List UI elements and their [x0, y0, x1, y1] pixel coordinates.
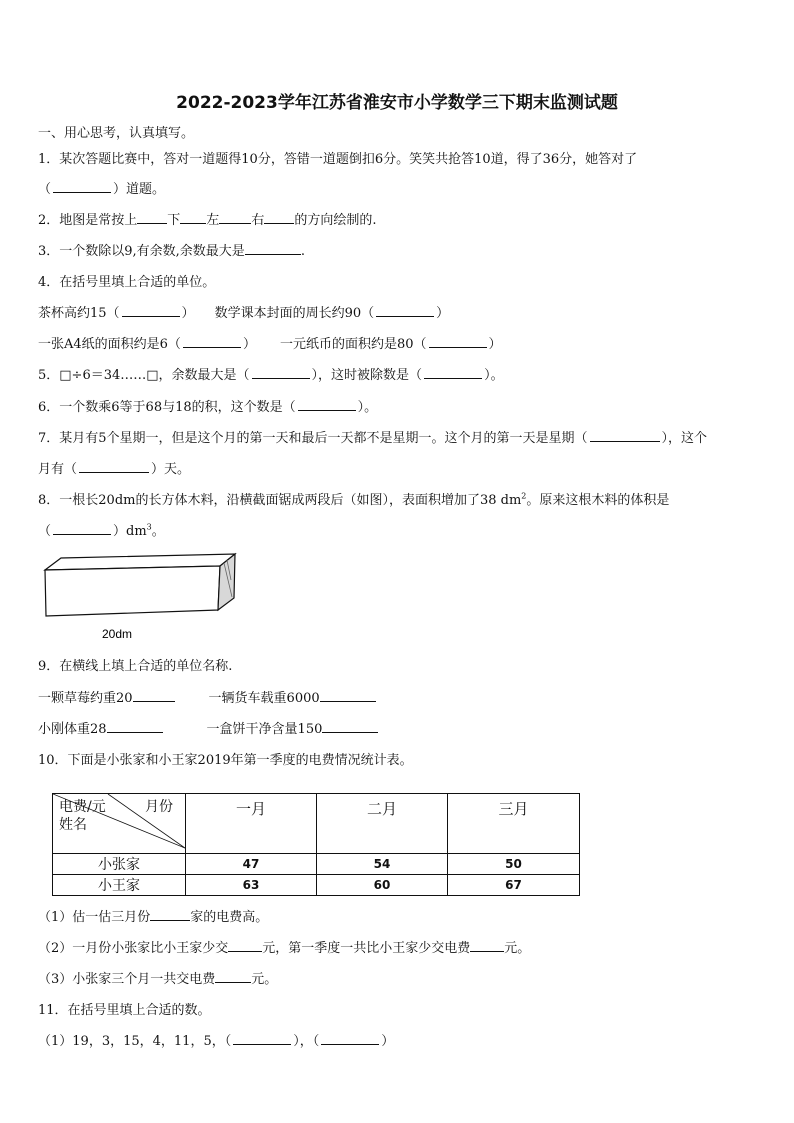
answer-blank[interactable] [322, 720, 378, 733]
answer-blank[interactable] [219, 211, 251, 224]
table-row [53, 875, 580, 896]
answer-blank[interactable] [228, 939, 262, 952]
question-4-row-2: 一张A4纸的面积约是6（ ） 一元纸币的面积约是80（ ） [38, 337, 502, 352]
answer-blank[interactable] [150, 908, 190, 921]
question-11: 11．在括号里填上合适的数。 [38, 1003, 211, 1018]
table-cell: 50 [448, 854, 580, 875]
table-cell: 47 [186, 854, 317, 875]
answer-blank[interactable] [53, 522, 111, 535]
question-7: 7．某月有5个星期一，但是这个月的第一天和最后一天都不是星期一。这个月的第一天是星期（ ），这个 [38, 431, 708, 446]
question-8: 8．一根长20dm的长方体木料，沿横截面锯成两段后（如图），表面积增加了38 $dm^2$。原来这根木料的体积是 [38, 491, 670, 508]
answer-blank[interactable] [376, 304, 434, 317]
question-9-row-1: 一颗草莓约重20 一辆货车载重6000 [38, 687, 376, 706]
month-header: 一月 [186, 794, 317, 854]
question-4: 4．在括号里填上合适的单位。 [38, 275, 216, 290]
question-9-row-2: 小刚体重28 一盒饼干净含量150 [38, 718, 378, 737]
answer-blank[interactable] [79, 460, 149, 473]
answer-blank[interactable] [133, 689, 175, 702]
table-cell: 67 [448, 875, 580, 896]
table-corner-header: 电费/元 月份 姓名 [53, 794, 186, 854]
question-10-part-3: （3）小张家三个月一共交电费 元。 [38, 972, 278, 987]
table-cell: 60 [317, 875, 448, 896]
question-9: 9．在横线上填上合适的单位名称. [38, 659, 233, 674]
question-7-cont: 月有（ ）天。 [38, 462, 191, 477]
answer-blank[interactable] [107, 720, 163, 733]
question-10-part-1: （1）估一估三月份 家的电费高。 [38, 910, 269, 925]
question-10-part-2: （2）一月份小张家比小王家少交 元，第一季度一共比小王家少交电费 元。 [38, 941, 531, 956]
answer-blank[interactable] [470, 939, 504, 952]
question-1: 1．某次答题比赛中，答对一道题得10分，答错一道题倒扣6分。笑笑共抢答10道，得了36分，她答对了 [38, 152, 638, 167]
question-1-cont: （ ）道题。 [38, 182, 166, 197]
question-4-row-1: 茶杯高约15（ ） 数学课本封面的周长约90（ ） [38, 306, 450, 321]
table-cell: 63 [186, 875, 317, 896]
question-11-part-1: （1）19，3，15，4，11，5，（ ），（ ） [38, 1034, 395, 1049]
answer-blank[interactable] [180, 211, 206, 224]
row-name: 小王家 [53, 875, 186, 896]
section-heading: 一、用心思考，认真填写。 [38, 126, 195, 141]
answer-blank[interactable] [183, 335, 241, 348]
electricity-fee-table [52, 793, 580, 896]
answer-blank[interactable] [137, 211, 167, 224]
row-name: 小张家 [53, 854, 186, 875]
length-label: 20dm [102, 627, 133, 641]
question-2: 2．地图是常按上 下 左 右 的方向绘制的. [38, 213, 377, 228]
question-10: 10．下面是小张家和小王家2019年第一季度的电费情况统计表。 [38, 753, 413, 768]
table-row [53, 854, 580, 875]
question-6: 6．一个数乘6等于68与18的积，这个数是（ ）。 [38, 400, 378, 415]
answer-blank[interactable] [245, 242, 301, 255]
page-title: 2022-2023学年江苏省淮安市小学数学三下期末监测试题 [176, 93, 618, 113]
answer-blank[interactable] [264, 211, 294, 224]
answer-blank[interactable] [215, 970, 251, 983]
question-3: 3．一个数除以9,有余数,余数最大是 . [38, 244, 305, 259]
answer-blank[interactable] [429, 335, 487, 348]
question-8-cont: （ ）$dm^3$。 [38, 522, 165, 539]
answer-blank[interactable] [252, 366, 310, 379]
cuboid-wood-figure [38, 550, 243, 646]
month-header: 二月 [317, 794, 448, 854]
answer-blank[interactable] [233, 1032, 291, 1045]
answer-blank[interactable] [122, 304, 180, 317]
question-5: 5．□÷6＝34……□，余数最大是（ ），这时被除数是（ ）。 [38, 368, 504, 383]
answer-blank[interactable] [424, 366, 482, 379]
answer-blank[interactable] [320, 689, 376, 702]
table-cell: 54 [317, 854, 448, 875]
answer-blank[interactable] [298, 398, 356, 411]
answer-blank[interactable] [53, 180, 111, 193]
answer-blank[interactable] [321, 1032, 379, 1045]
answer-blank[interactable] [590, 429, 660, 442]
month-header: 三月 [448, 794, 580, 854]
